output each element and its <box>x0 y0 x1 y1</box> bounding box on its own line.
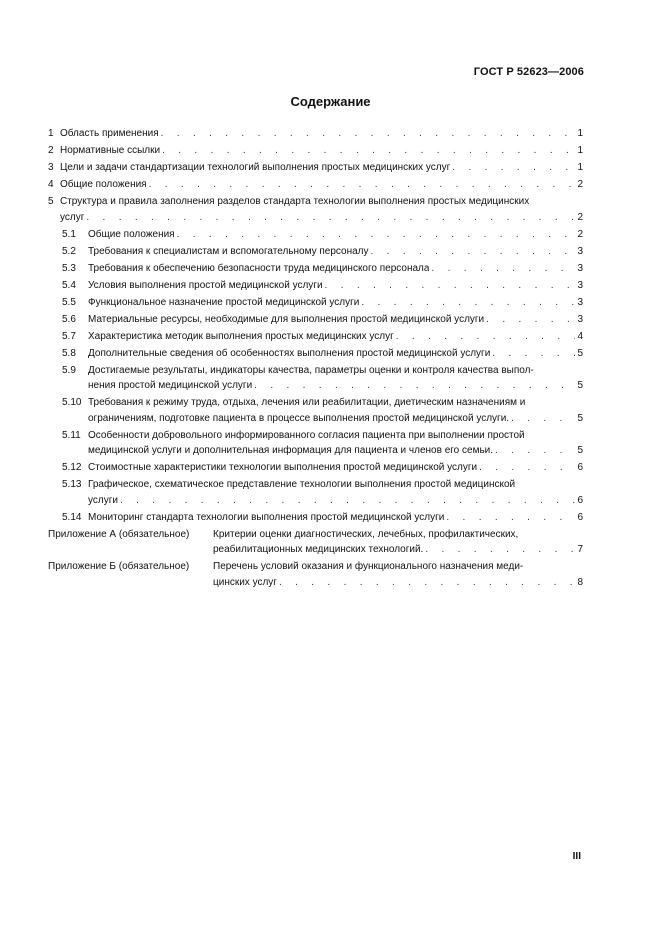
toc-entry-title: Нормативные ссылки <box>60 145 161 156</box>
toc-entry-title: Графическое, схематическое представление технологии выполнения простой медицинской <box>88 479 516 490</box>
toc-entry-title: медицинской услуги и дополнительная информация для пациента и членов его семьи. <box>88 445 494 456</box>
toc-entry-number: 4 <box>48 179 54 190</box>
toc-entry-number: 5.8 <box>62 347 76 359</box>
toc-entry-page: 3 <box>577 245 583 257</box>
dot-leader <box>492 346 575 362</box>
dot-leader <box>511 411 575 427</box>
toc-entry-title: Мониторинг стандарта технологии выполнения простой медицинской услуги <box>88 511 445 523</box>
toc-entry-page: 5 <box>577 445 583 456</box>
toc-entry-page: 1 <box>577 145 583 156</box>
dot-leader <box>431 261 575 277</box>
page-number: III <box>572 851 581 862</box>
toc-entry[interactable] <box>48 363 583 394</box>
dot-leader <box>446 510 575 526</box>
dot-leader <box>495 443 575 459</box>
dot-leader <box>162 143 575 159</box>
toc-entry-number: 3 <box>48 162 54 173</box>
toc-entry-number: 5.1 <box>62 228 76 240</box>
toc-entry[interactable] <box>48 460 583 476</box>
toc-entry-title: ограничениям, подготовке пациента в процессе выполнения простой медицинской услуги. <box>88 412 510 424</box>
toc-entry[interactable] <box>48 177 583 193</box>
toc-entry-number: 5.7 <box>62 330 76 342</box>
toc-entry-title: услуг <box>60 211 85 223</box>
toc-entry-page: 2 <box>577 228 583 240</box>
toc-entry-number: 5 <box>48 196 54 207</box>
dot-leader <box>86 210 575 226</box>
toc-entry[interactable] <box>48 261 583 277</box>
dot-leader <box>425 542 575 558</box>
toc-entry-title: Достигаемые результаты, индикаторы качества, параметры оценки и контроля качества выпол- <box>88 364 534 376</box>
toc-entry[interactable] <box>48 527 583 558</box>
toc-entry-page: 3 <box>577 279 583 291</box>
toc-entry[interactable] <box>48 295 583 311</box>
toc-entry[interactable] <box>48 143 583 159</box>
toc-entry-page: 3 <box>577 296 583 308</box>
toc-entry-page: 6 <box>577 462 583 473</box>
toc-entry-title: Требования к обеспечению безопасности труда медицинского персонала <box>88 262 430 274</box>
toc-entry-number: 5.5 <box>62 296 76 308</box>
toc-entry[interactable] <box>48 126 583 142</box>
toc-entry-title: Дополнительные сведения об особенностях выполнения простой медицинской услуги <box>88 347 491 359</box>
toc-entry-page: 4 <box>577 330 583 342</box>
toc-entry-title: Материальные ресурсы, необходимые для выполнения простой медицинской услуги <box>88 313 485 325</box>
toc-entry-number: 1 <box>48 128 54 139</box>
dot-leader <box>279 575 575 591</box>
dot-leader <box>325 278 576 294</box>
toc-entry-title: реабилитационных медицинских технологий. <box>213 544 424 555</box>
toc-entry-title: Область применения <box>60 128 159 139</box>
page-title: Содержание <box>290 94 371 109</box>
toc-entry-page: 5 <box>577 412 583 424</box>
toc-entry-title: нения простой медицинской услуги <box>88 380 253 391</box>
toc-entry[interactable] <box>48 329 583 345</box>
toc-entry-page: 3 <box>577 313 583 325</box>
toc-entry-number: 5.14 <box>62 511 82 523</box>
toc-entry-page: 1 <box>577 162 583 173</box>
toc-entry-number: Приложение А (обязательное) <box>48 528 190 540</box>
dot-leader <box>396 329 576 345</box>
toc-entry-title: Требования к режиму труда, отдыха, лечения или реабилитации, диетическим назначениям и <box>88 397 526 408</box>
toc-entry-page: 1 <box>577 128 583 139</box>
toc-entry-title: Общие положения <box>88 228 175 240</box>
dot-leader <box>161 126 576 142</box>
toc-entry-number: 5.10 <box>62 397 82 408</box>
toc-entry[interactable] <box>48 227 583 243</box>
toc-entry-page: 7 <box>577 544 583 555</box>
toc-entry-page: 2 <box>577 179 583 190</box>
toc-entry-title: Общие положения <box>60 179 147 190</box>
toc-entry-number: 5.12 <box>62 462 82 473</box>
toc-entry-title: цинских услуг <box>213 576 277 588</box>
toc-entry-title: Стоимостные характеристики технологии выполнения простой медицинской услуги <box>88 462 478 473</box>
toc-entry-page: 6 <box>577 511 583 523</box>
dot-leader <box>479 460 575 476</box>
toc-entry-number: 5.13 <box>62 479 82 490</box>
dot-leader <box>177 227 576 243</box>
toc-entry-number: 5.3 <box>62 262 76 274</box>
toc-entry-number: 5.4 <box>62 279 76 291</box>
toc-entry-number: 5.9 <box>62 364 76 376</box>
toc-entry-page: 8 <box>577 576 583 588</box>
toc-entry[interactable] <box>48 278 583 294</box>
toc-entry-title: услуги <box>88 494 118 506</box>
toc-entry-title: Особенности добровольного информированного согласия пациента при выполнении простой <box>88 429 525 441</box>
dot-leader <box>361 295 575 311</box>
toc-entry[interactable] <box>48 312 583 328</box>
toc-entry[interactable] <box>48 510 583 526</box>
toc-entry-title: Критерии оценки диагностических, лечебных, профилактических, <box>213 528 519 540</box>
toc-entry[interactable] <box>48 395 583 426</box>
toc-entry[interactable] <box>48 346 583 362</box>
toc-entry-number: 5.2 <box>62 245 76 257</box>
toc-entry-number: 5.6 <box>62 313 76 325</box>
toc-entry-title: Структура и правила заполнения разделов стандарта технологии выполнения простых медицинских <box>60 196 530 207</box>
dot-leader <box>149 177 576 193</box>
toc-entry-title: Перечень условий оказания и функционального назначения меди- <box>213 561 524 572</box>
toc-entry-number: 5.11 <box>62 429 81 441</box>
toc-entry-title: Требования к специалистам и вспомогательному персоналу <box>88 245 369 257</box>
table-of-contents <box>48 126 583 592</box>
toc-entry[interactable] <box>48 428 583 459</box>
dot-leader <box>371 244 576 260</box>
toc-entry-page: 2 <box>577 211 583 223</box>
toc-entry[interactable] <box>48 559 583 590</box>
toc-entry-page: 5 <box>577 347 583 359</box>
toc-entry[interactable] <box>48 477 583 508</box>
toc-entry-title: Цели и задачи стандартизации технологий выполнения простых медицинских услуг <box>60 162 451 173</box>
toc-entry-number: Приложение Б (обязательное) <box>48 561 190 572</box>
toc-entry-title: Функциональное назначение простой медицинской услуги <box>88 296 360 308</box>
dot-leader <box>486 312 575 328</box>
toc-entry-page: 5 <box>577 380 583 391</box>
toc-entry-page: 6 <box>577 494 583 506</box>
dot-leader <box>452 160 575 176</box>
dot-leader <box>120 493 575 509</box>
toc-entry[interactable] <box>48 194 583 225</box>
toc-entry-title: Условия выполнения простой медицинской услуги <box>88 279 323 291</box>
toc-entry-title: Характеристика методик выполнения простых медицинских услуг <box>88 330 394 342</box>
document-code: ГОСТ Р 52623—2006 <box>473 66 584 78</box>
toc-entry-number: 2 <box>48 145 54 156</box>
toc-entry[interactable] <box>48 244 583 260</box>
dot-leader <box>254 378 575 394</box>
toc-entry[interactable] <box>48 160 583 176</box>
toc-entry-page: 3 <box>577 262 583 274</box>
